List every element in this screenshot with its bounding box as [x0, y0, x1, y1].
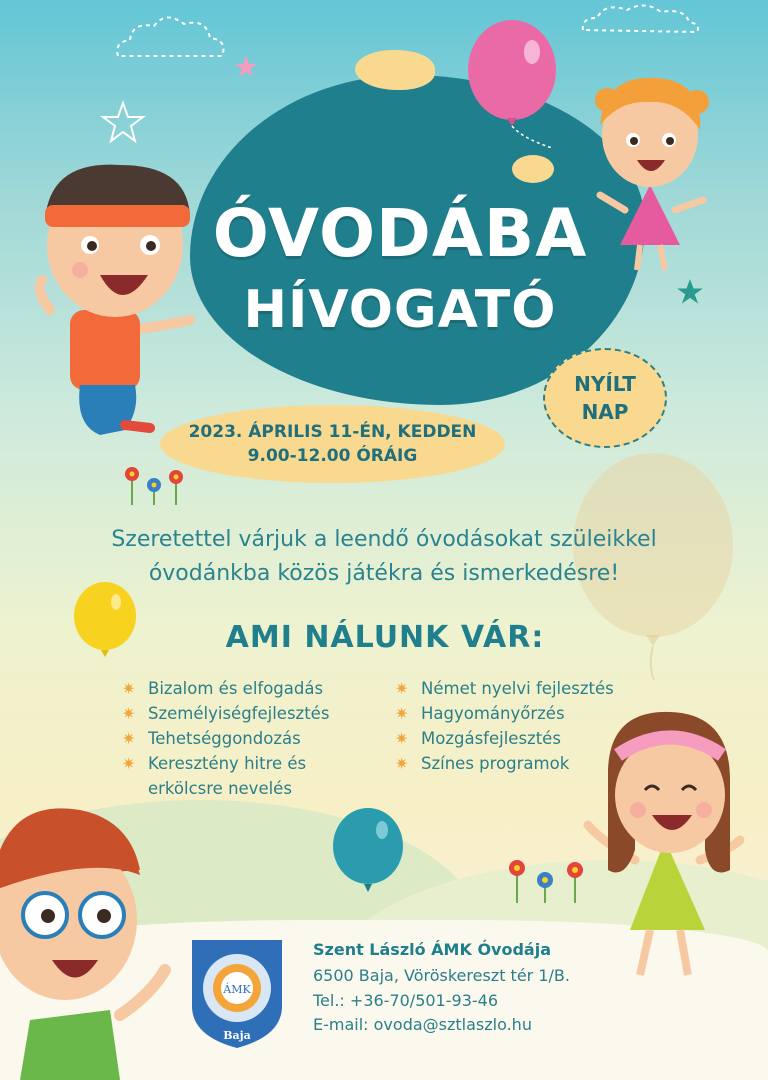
- badge-line: NAP: [581, 400, 629, 424]
- balloon-icon: [70, 580, 140, 670]
- badge-line: NYÍLT: [574, 372, 636, 396]
- page-subtitle: HÍVOGATÓ: [243, 280, 557, 340]
- event-date: [160, 405, 505, 483]
- balloon-icon: [462, 18, 562, 148]
- flower-icon: [120, 465, 192, 505]
- list-item: ✷ Mozgásfejlesztés: [395, 726, 655, 751]
- balloon-icon: [330, 806, 406, 902]
- intro-line: óvodánkba közös játékra és ismerkedésre!: [148, 561, 620, 586]
- page-title: ÓVODÁBA: [212, 195, 588, 272]
- date-line: 2023. ÁPRILIS 11-ÉN, KEDDEN: [188, 422, 477, 442]
- time-line: 9.00-12.00 ÓRÁIG: [247, 446, 418, 466]
- offer-list-right: [395, 676, 655, 776]
- star-bullet-icon: ✷: [395, 729, 409, 748]
- star-bullet-icon: ✷: [122, 754, 136, 773]
- contact-name: Szent László ÁMK Óvodája: [313, 940, 551, 959]
- open-day-badge: [543, 348, 667, 448]
- crest-city: Baja: [223, 1029, 251, 1042]
- star-bullet-icon: ✷: [122, 704, 136, 723]
- star-bullet-icon: ✷: [122, 679, 136, 698]
- blob-spot: [355, 50, 435, 90]
- blob-spot: [512, 155, 554, 183]
- star-bullet-icon: ✷: [395, 754, 409, 773]
- list-item: ✷ Keresztény hitre és erkölcsre nevelés: [122, 751, 372, 801]
- cloud-icon: [110, 8, 230, 64]
- cloud-icon: [575, 0, 705, 40]
- offer-list-left: [122, 676, 372, 801]
- sparkle-star-icon: [234, 55, 258, 79]
- boy-illustration: [30, 150, 205, 450]
- intro-text: [40, 523, 728, 591]
- list-item: ✷ Színes programok: [395, 751, 655, 776]
- intro-line: Szeretettel várjuk a leendő óvodásokat szüleikkel: [111, 527, 657, 552]
- list-item: ✷ Hagyományőrzés: [395, 701, 655, 726]
- contact-email: E-mail: ovoda@sztlaszlo.hu: [313, 1015, 532, 1034]
- contact-phone: Tel.: +36-70/501-93-46: [313, 991, 498, 1010]
- list-item: ✷ Német nyelvi fejlesztés: [395, 676, 655, 701]
- star-bullet-icon: ✷: [395, 679, 409, 698]
- contact-address: 6500 Baja, Vöröskereszt tér 1/B.: [313, 966, 570, 985]
- star-bullet-icon: ✷: [122, 729, 136, 748]
- list-item: ✷ Személyiségfejlesztés: [122, 701, 372, 726]
- school-crest-logo: [188, 936, 286, 1050]
- sparkle-star-icon: [100, 100, 146, 146]
- flower-icon: [505, 858, 590, 903]
- offer-heading: AMI NÁLUNK VÁR:: [225, 620, 545, 655]
- list-item: ✷ Tehetséggondozás: [122, 726, 372, 751]
- star-bullet-icon: ✷: [395, 704, 409, 723]
- sparkle-star-icon: [676, 278, 704, 306]
- list-item: ✷ Bizalom és elfogadás: [122, 676, 372, 701]
- boy-illustration: [0, 800, 180, 1080]
- crest-monogram: ÁMK: [223, 983, 251, 996]
